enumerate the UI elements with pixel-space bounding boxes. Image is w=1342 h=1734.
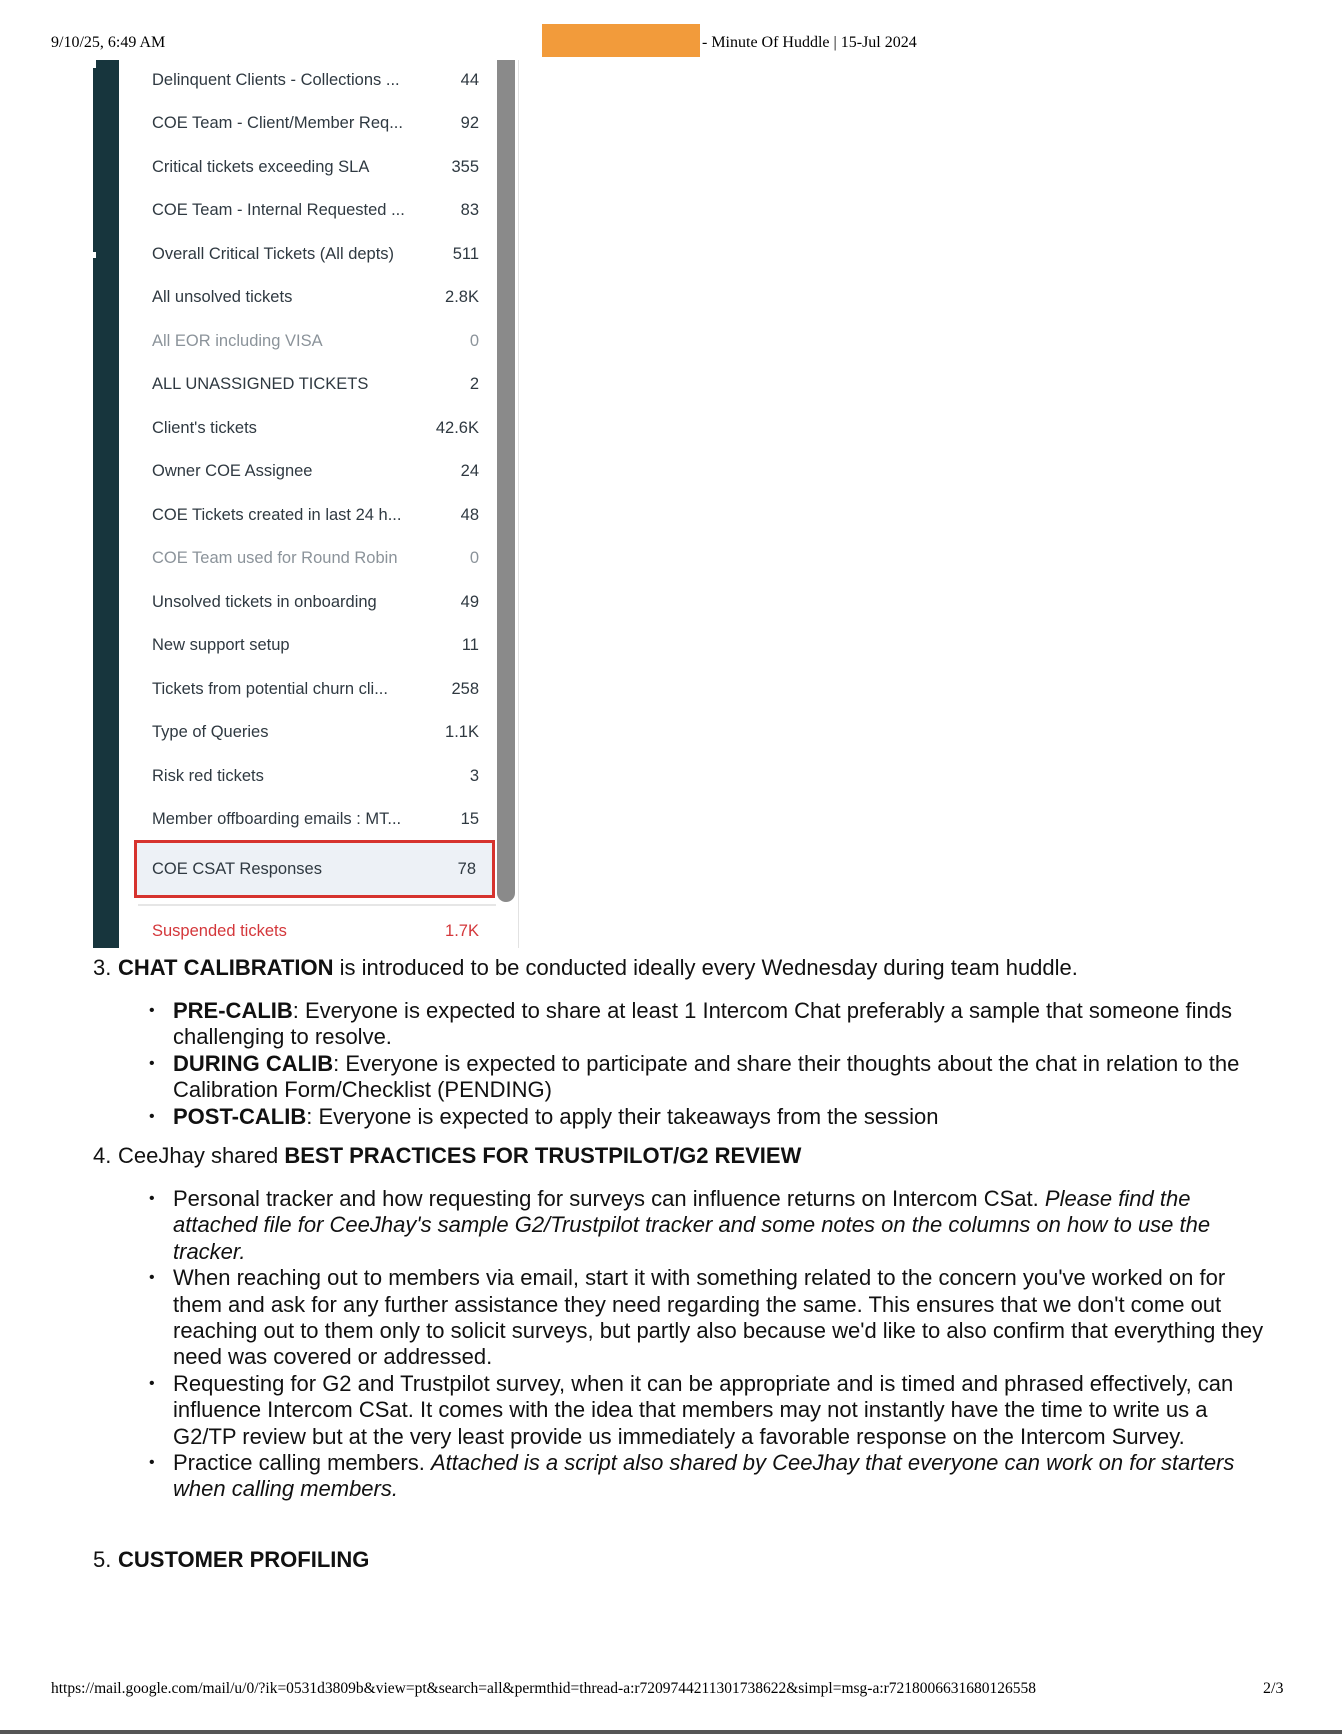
ticket-view-count: 15 <box>460 810 479 828</box>
ticket-view-label: Unsolved tickets in onboarding <box>152 592 377 611</box>
section-4-bullets <box>133 1186 1273 1503</box>
ticket-view-row[interactable] <box>137 104 495 144</box>
ticket-view-label: All unsolved tickets <box>152 288 293 306</box>
ticket-view-count: 1.7K <box>445 921 479 940</box>
print-title: - Minute Of Huddle | 15-Jul 2024 <box>702 34 917 51</box>
ticket-view-count: 92 <box>460 114 479 132</box>
ticket-view-row[interactable] <box>137 408 495 448</box>
ticket-view-label: Critical tickets exceeding SLA <box>152 157 370 176</box>
ticket-view-row[interactable] <box>137 626 495 666</box>
ticket-view-row[interactable] <box>137 713 495 753</box>
ticket-view-row[interactable] <box>137 582 495 622</box>
ticket-view-count: 2.8K <box>445 288 479 306</box>
ticket-view-count: 0 <box>469 331 479 350</box>
ticket-view-label: COE Team - Client/Member Req... <box>152 114 403 132</box>
list-item: • POST-CALIB: Everyone is expected to apply their takeaways from the session <box>173 1104 1273 1130</box>
ticket-view-row[interactable] <box>137 321 495 361</box>
ticket-view-count: 2 <box>469 375 479 393</box>
ticket-view-row-selected[interactable] <box>134 840 495 898</box>
ticket-view-label: Tickets from potential churn cli... <box>152 679 388 698</box>
ticket-view-label: COE CSAT Responses <box>152 859 322 878</box>
ticket-view-count: 48 <box>460 505 479 524</box>
list-item: • Personal tracker and how requesting for surveys can influence returns on Intercom CSat. Please find the attached file for CeeJhay's sample G2/Trustpilot tracker and some notes on the columns on how to use the tracker. <box>173 1186 1273 1265</box>
ticket-view-label: ALL UNASSIGNED TICKETS <box>152 375 369 393</box>
redaction-block <box>542 24 700 57</box>
ticket-view-label: Client's tickets <box>152 418 257 437</box>
ticket-view-row[interactable] <box>137 669 495 709</box>
ticket-view-row[interactable] <box>137 452 495 492</box>
ticket-view-row[interactable] <box>137 914 495 948</box>
ticket-view-count: 49 <box>460 592 479 611</box>
ticket-view-row[interactable] <box>137 60 495 100</box>
section-3-bullets <box>133 998 1273 1130</box>
ticket-view-label: Owner COE Assignee <box>152 462 313 480</box>
section-3-heading: 3. CHAT CALIBRATION is introduced to be conducted ideally every Wednesday during team huddle. <box>93 955 1078 980</box>
ticket-view-label: Member offboarding emails : MT... <box>152 810 402 828</box>
ticket-view-label: Delinquent Clients - Collections ... <box>152 70 400 89</box>
list-item: • DURING CALIB: Everyone is expected to participate and share their thoughts about the chat in relation to the Calibration Form/Checklist (PENDING) <box>173 1051 1273 1104</box>
page-number: 2/3 <box>1263 1680 1284 1697</box>
ticket-view-row[interactable] <box>137 539 495 579</box>
ticket-view-label: Risk red tickets <box>152 766 264 785</box>
ticket-view-label: New support setup <box>152 636 290 654</box>
list-item: • PRE-CALIB: Everyone is expected to share at least 1 Intercom Chat preferably a sample that someone finds challenging to resolve. <box>173 998 1273 1051</box>
print-url: https://mail.google.com/mail/u/0/?ik=0531d3809b&view=pt&search=all&permthid=thread-a:r7209744211301738622&simpl=msg-a:r7218006631680126558 <box>51 1680 1037 1697</box>
ticket-view-row[interactable] <box>137 800 495 840</box>
ticket-view-row[interactable] <box>137 147 495 187</box>
ticket-view-row[interactable] <box>137 495 495 535</box>
ticket-view-row[interactable] <box>137 365 495 405</box>
list-divider <box>138 904 496 906</box>
list-item: • Requesting for G2 and Trustpilot survey, when it can be appropriate and is timed and phrased effectively, can influence Intercom CSat. It comes with the idea that members may not instantly have the time to write us a G2/TP review but at the very least provide us immediately a favorable response on the Intercom Survey. <box>173 1371 1273 1450</box>
list-item: • Practice calling members. Attached is a script also shared by CeeJhay that everyone can work on for starters when calling members. <box>173 1450 1273 1503</box>
ticket-view-count: 0 <box>469 549 479 567</box>
panel-divider <box>518 60 519 948</box>
ticket-view-count: 3 <box>469 766 479 785</box>
ticket-view-count: 11 <box>461 636 479 654</box>
ticket-view-label: All EOR including VISA <box>152 331 323 350</box>
ticket-views-screenshot <box>93 60 523 948</box>
ticket-view-count: 258 <box>451 679 479 698</box>
ticket-view-label: COE Tickets created in last 24 h... <box>152 505 402 524</box>
ticket-view-count: 44 <box>460 70 479 89</box>
ticket-view-label: Type of Queries <box>152 723 269 741</box>
screenshot-sidebar <box>93 60 119 948</box>
section-4-heading: 4. CeeJhay shared BEST PRACTICES FOR TRUSTPILOT/G2 REVIEW <box>93 1143 802 1168</box>
ticket-view-label: COE Team used for Round Robin <box>152 549 398 567</box>
ticket-view-label: Suspended tickets <box>152 921 287 940</box>
ticket-view-count: 78 <box>457 859 476 878</box>
ticket-view-count: 42.6K <box>435 418 479 437</box>
ticket-view-count: 511 <box>452 244 479 263</box>
ticket-view-row[interactable] <box>137 191 495 231</box>
section-5-heading: 5. CUSTOMER PROFILING <box>93 1547 370 1572</box>
ticket-view-row[interactable] <box>137 234 495 274</box>
print-date: 9/10/25, 6:49 AM <box>51 34 166 51</box>
page-edge <box>0 1730 1342 1734</box>
ticket-view-row[interactable] <box>137 278 495 318</box>
list-item: • When reaching out to members via email, start it with something related to the concern you've worked on for them and ask for any further assistance they need regarding the same. This ensures that we don't come out reaching out to them only to solicit surveys, but partly also because we'd like to also confirm that everything they need was covered or addressed. <box>173 1265 1273 1371</box>
ticket-view-row[interactable] <box>137 756 495 796</box>
ticket-view-count: 1.1K <box>445 723 479 741</box>
ticket-view-label: COE Team - Internal Requested ... <box>152 201 405 219</box>
ticket-view-count: 83 <box>460 201 479 219</box>
ticket-view-count: 24 <box>460 462 479 480</box>
ticket-view-label: Overall Critical Tickets (All depts) <box>152 244 395 263</box>
scrollbar[interactable] <box>497 60 515 902</box>
ticket-view-count: 355 <box>451 157 479 176</box>
